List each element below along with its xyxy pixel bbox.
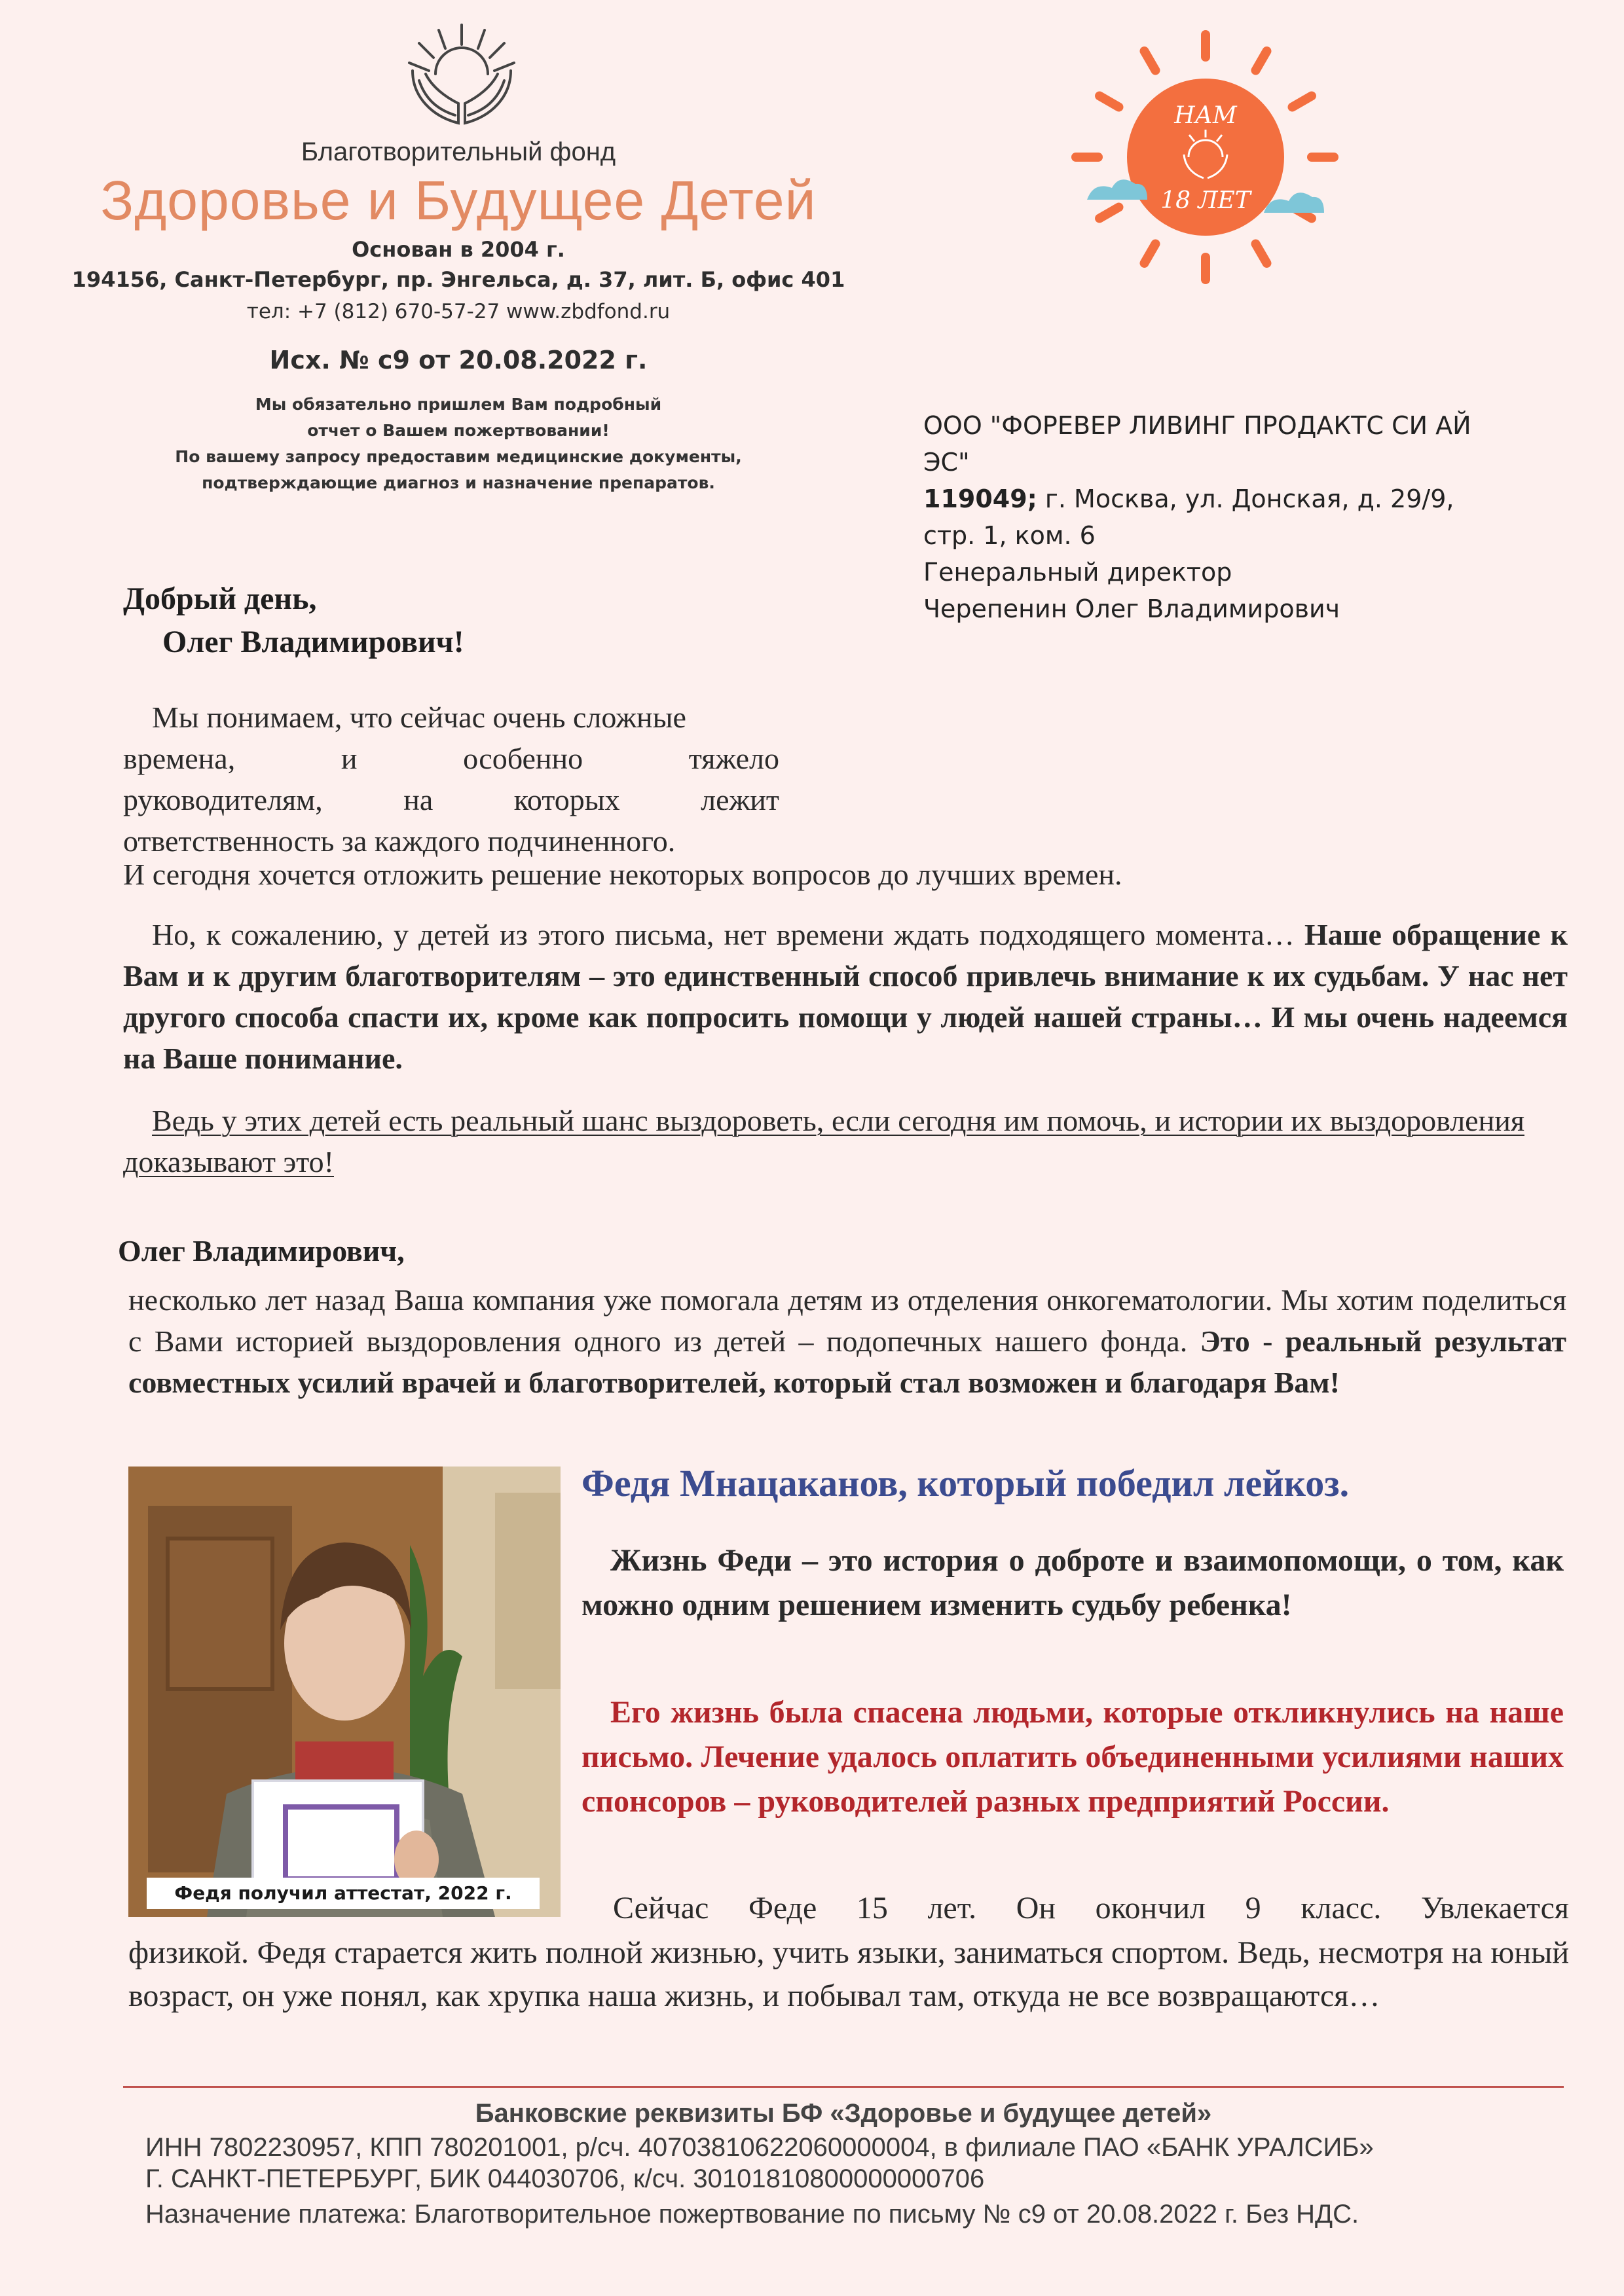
- badge-line1: НАМ: [1174, 102, 1237, 129]
- recipient-postcode: 119049;: [923, 484, 1037, 513]
- paragraph-intro: [123, 697, 779, 862]
- story-paragraph-cont: физикой. Федя старается жить полной жизнью, учить языки, заниматься спортом. Ведь, несмотря на юный возраст, он уже понял, как хрупка наша жизнь, и побывал там, откуда не все возвращаются…: [128, 1935, 1569, 2013]
- foundation-name: Здоровье и Будущее Детей: [100, 170, 817, 231]
- outgoing-reference: Исх. № с9 от 20.08.2022 г.: [269, 346, 648, 374]
- salutation: Олег Владимирович,: [118, 1234, 405, 1267]
- recipient-street: г. Москва, ул. Донская, д. 29/9,: [1037, 484, 1454, 513]
- history-plain: несколько лет назад Ваша компания уже помогала детям из отделения онкогематологии. Мы хотим поделиться с Вами историей выздоровления одного из детей – подопечных нашего фонда.: [128, 1283, 1566, 1358]
- recipient-block: [923, 407, 1552, 627]
- appeal-plain: Но, к сожалению, у детей из этого письма, нет времени ждать подходящего момента…: [152, 918, 1304, 951]
- paragraph-chance: [123, 1100, 1524, 1182]
- paragraph-intro-last: И сегодня хочется отложить решение некоторых вопросов до лучших времен.: [123, 858, 1122, 891]
- story-title: Федя Мнацаканов, который победил лейкоз.: [581, 1462, 1350, 1504]
- greeting: [123, 577, 464, 664]
- chance-text: Ведь у этих детей есть реальный шанс выздороветь, если сегодня им помочь, и истории их выздоровления доказывают это!: [123, 1104, 1524, 1178]
- report-note-line: отчет о Вашем пожертвовании!: [307, 421, 610, 440]
- intro-line: руководителям, на которых лежит: [123, 783, 779, 816]
- greeting-line2: Олег Владимирович!: [162, 625, 464, 659]
- story-lead: [581, 1539, 1564, 1628]
- appeal-bold: Наше обращение к Вам и к другим благотворителям – это единственный способ привлечь внимание к их судьбам. У нас нет другого способа спасти их, кроме как попросить помощи у людей нашей страны… И мы очень надеемся на Ваше понимание.: [123, 918, 1568, 1075]
- badge-line2: 18 ЛЕТ: [1160, 187, 1251, 214]
- report-note: [105, 392, 812, 496]
- bank-details-title: Банковские реквизиты БФ «Здоровье и будущее детей»: [475, 2099, 1212, 2128]
- recipient-company: ООО "ФОРЕВЕР ЛИВИНГ ПРОДАКТС СИ АЙ: [923, 411, 1471, 440]
- intro-line: времена, и особенно тяжело: [123, 742, 779, 775]
- recipient-name: Черепенин Олег Владимирович: [923, 594, 1340, 623]
- bank-details-line1: ИНН 7802230957, КПП 780201001, р/сч. 40703810622060000004, в филиале ПАО «БАНК УРАЛСИБ»: [145, 2133, 1374, 2162]
- intro-line: Мы понимаем, что сейчас очень сложные: [152, 701, 686, 734]
- bank-details-line2: Г. САНКТ-ПЕТЕРБУРГ, БИК 044030706, к/сч. 30101810800000000706: [145, 2164, 985, 2193]
- child-photo: [128, 1467, 561, 1917]
- recipient-address: [923, 481, 1552, 517]
- report-note-line: Мы обязательно пришлем Вам подробный: [255, 395, 662, 414]
- anniversary-sun-badge: [1067, 26, 1342, 288]
- recipient-position: Генеральный директор: [923, 558, 1232, 587]
- founded-year: Основан в 2004 г.: [352, 237, 565, 262]
- history-bold: Это - реальный результат совместных усилий врачей и благотворителей, который стал возможен и благодаря Вам!: [128, 1324, 1566, 1399]
- report-note-line: подтверждающие диагноз и назначение препаратов.: [202, 473, 715, 492]
- footer-divider: [123, 2086, 1564, 2088]
- foundation-logo-icon: [399, 18, 524, 136]
- greeting-line1: Добрый день,: [123, 581, 317, 616]
- story-lead-text: Жизнь Феди – это история о доброте и взаимопомощи, о том, как можно одним решением изменить судьбу ребенка!: [581, 1543, 1564, 1622]
- photo-caption: Федя получил аттестат, 2022 г.: [147, 1878, 540, 1909]
- foundation-address: 194156, Санкт-Петербург, пр. Энгельса, д. 37, лит. Б, офис 401: [71, 267, 845, 292]
- report-note-line: По вашему запросу предоставим медицинские документы,: [175, 447, 742, 466]
- payment-purpose: Назначение платежа: Благотворительное пожертвование по письму № с9 от 20.08.2022 г. Без НДС.: [145, 2200, 1359, 2229]
- story-highlight: [581, 1690, 1564, 1824]
- story-paragraph-start: Сейчас Феде 15 лет. Он окончил 9 класс. Увлекается: [613, 1891, 1569, 1925]
- story-highlight-text: Его жизнь была спасена людьми, которые откликнулись на наше письмо. Лечение удалось оплатить объединенными усилиями наших спонсоров – руководителей разных предприятий России.: [581, 1695, 1564, 1819]
- recipient-address-cont: стр. 1, ком. 6: [923, 521, 1096, 550]
- paragraph-history: [128, 1279, 1566, 1403]
- paragraph-appeal: [123, 914, 1568, 1079]
- recipient-company-cont: ЭС": [923, 448, 970, 477]
- foundation-contacts: тел: +7 (812) 670-57-27 www.zbdfond.ru: [246, 300, 671, 323]
- intro-line: ответственность за каждого подчиненного.: [123, 824, 676, 858]
- foundation-subtitle: Благотворительный фонд: [301, 137, 616, 166]
